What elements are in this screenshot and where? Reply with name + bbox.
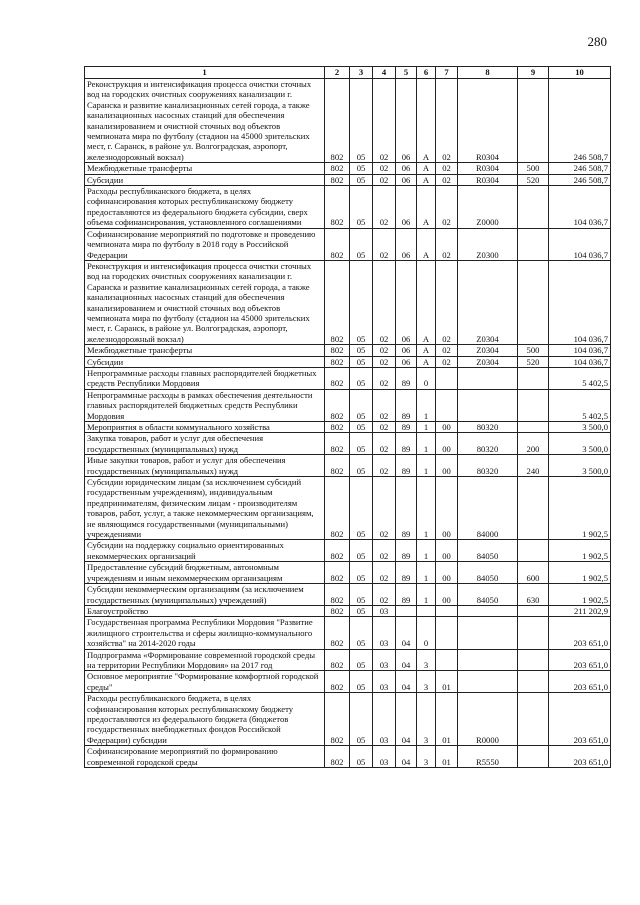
row-amount: 1 902,5 xyxy=(549,540,611,562)
row-description: Субсидии юридическим лицам (за исключением субсидий государственным учреждениям), индивидуальным предпринимателям, физическим лицам - производителям товаров, работ, услуг, а также некоммерческим организациям, не являющимся государственными (муниципальными) учреждениями xyxy=(85,477,325,540)
row-amount: 3 500,0 xyxy=(549,433,611,455)
code-ministry: 802 xyxy=(325,260,350,344)
code-expense-type xyxy=(518,260,549,344)
table-row xyxy=(85,746,611,768)
table-row xyxy=(85,455,611,477)
code-event: 02 xyxy=(436,356,458,367)
column-header: 3 xyxy=(350,67,373,79)
code-event: 02 xyxy=(436,163,458,174)
code-subsection: 03 xyxy=(373,693,396,746)
code-direction: Z0000 xyxy=(458,186,518,229)
code-section: 05 xyxy=(350,693,373,746)
row-amount: 211 202,9 xyxy=(549,605,611,616)
code-program: 89 xyxy=(396,455,417,477)
code-program: 04 xyxy=(396,746,417,768)
code-direction: R0304 xyxy=(458,79,518,163)
code-event: 01 xyxy=(436,693,458,746)
code-event: 02 xyxy=(436,174,458,185)
table-row xyxy=(85,617,611,649)
row-amount: 3 500,0 xyxy=(549,455,611,477)
code-program: 04 xyxy=(396,671,417,693)
code-section: 05 xyxy=(350,174,373,185)
code-direction xyxy=(458,617,518,649)
code-program: 04 xyxy=(396,617,417,649)
code-section: 05 xyxy=(350,584,373,606)
code-ministry: 802 xyxy=(325,477,350,540)
code-subsection: 02 xyxy=(373,433,396,455)
code-direction: Z0304 xyxy=(458,260,518,344)
code-subprogram: 1 xyxy=(417,540,436,562)
code-section: 05 xyxy=(350,433,373,455)
code-direction: 84050 xyxy=(458,562,518,584)
code-section: 05 xyxy=(350,422,373,433)
table-row xyxy=(85,356,611,367)
code-expense-type xyxy=(518,186,549,229)
code-event: 02 xyxy=(436,186,458,229)
code-program: 89 xyxy=(396,389,417,421)
column-number-row xyxy=(85,67,611,79)
row-amount: 203 651,0 xyxy=(549,649,611,671)
code-expense-type: 200 xyxy=(518,433,549,455)
code-event: 00 xyxy=(436,540,458,562)
code-subsection: 02 xyxy=(373,367,396,389)
table-row xyxy=(85,79,611,163)
code-expense-type xyxy=(518,228,549,260)
table-body xyxy=(85,79,611,768)
code-ministry: 802 xyxy=(325,649,350,671)
code-subprogram: 0 xyxy=(417,617,436,649)
code-program: 89 xyxy=(396,562,417,584)
code-direction: R0304 xyxy=(458,163,518,174)
code-program xyxy=(396,605,417,616)
code-section: 05 xyxy=(350,186,373,229)
code-subprogram: 0 xyxy=(417,367,436,389)
code-ministry: 802 xyxy=(325,617,350,649)
row-amount: 104 036,7 xyxy=(549,345,611,356)
code-subsection: 02 xyxy=(373,422,396,433)
code-subprogram: А xyxy=(417,186,436,229)
code-expense-type xyxy=(518,649,549,671)
table-row xyxy=(85,584,611,606)
code-ministry: 802 xyxy=(325,228,350,260)
code-expense-type: 500 xyxy=(518,163,549,174)
code-program: 06 xyxy=(396,228,417,260)
code-subprogram: 1 xyxy=(417,389,436,421)
code-event: 01 xyxy=(436,671,458,693)
code-subprogram: 3 xyxy=(417,746,436,768)
row-description: Подпрограмма «Формирование современной городской среды на территории Республики Мордовия» на 2017 год xyxy=(85,649,325,671)
code-ministry: 802 xyxy=(325,422,350,433)
code-ministry: 802 xyxy=(325,79,350,163)
row-amount: 104 036,7 xyxy=(549,260,611,344)
table-row xyxy=(85,345,611,356)
table-row xyxy=(85,260,611,344)
code-program: 89 xyxy=(396,584,417,606)
code-subprogram: 3 xyxy=(417,671,436,693)
code-expense-type: 630 xyxy=(518,584,549,606)
code-expense-type xyxy=(518,389,549,421)
code-ministry: 802 xyxy=(325,562,350,584)
code-ministry: 802 xyxy=(325,671,350,693)
table-row xyxy=(85,605,611,616)
code-ministry: 802 xyxy=(325,746,350,768)
row-amount: 203 651,0 xyxy=(549,746,611,768)
row-amount: 203 651,0 xyxy=(549,693,611,746)
code-direction: 84050 xyxy=(458,584,518,606)
code-event: 00 xyxy=(436,584,458,606)
code-subsection: 02 xyxy=(373,345,396,356)
code-ministry: 802 xyxy=(325,367,350,389)
code-ministry: 802 xyxy=(325,356,350,367)
code-subsection: 03 xyxy=(373,671,396,693)
row-amount: 246 508,7 xyxy=(549,79,611,163)
code-event: 02 xyxy=(436,260,458,344)
column-header: 2 xyxy=(325,67,350,79)
code-ministry: 802 xyxy=(325,540,350,562)
row-description: Иные закупки товаров, работ и услуг для обеспечения государственных (муниципальных) нужд xyxy=(85,455,325,477)
code-event xyxy=(436,605,458,616)
code-expense-type xyxy=(518,746,549,768)
column-header: 7 xyxy=(436,67,458,79)
code-event: 00 xyxy=(436,422,458,433)
row-amount: 5 402,5 xyxy=(549,367,611,389)
code-event: 00 xyxy=(436,562,458,584)
code-section: 05 xyxy=(350,617,373,649)
code-direction: R5550 xyxy=(458,746,518,768)
row-amount: 246 508,7 xyxy=(549,163,611,174)
table-row xyxy=(85,693,611,746)
row-amount: 5 402,5 xyxy=(549,389,611,421)
code-ministry: 802 xyxy=(325,389,350,421)
code-subprogram: А xyxy=(417,228,436,260)
code-subprogram xyxy=(417,605,436,616)
code-direction: 80320 xyxy=(458,455,518,477)
code-program: 89 xyxy=(396,433,417,455)
code-program: 06 xyxy=(396,356,417,367)
row-amount: 104 036,7 xyxy=(549,356,611,367)
code-subprogram: 1 xyxy=(417,433,436,455)
code-ministry: 802 xyxy=(325,433,350,455)
row-description: Государственная программа Республики Мордовия "Развитие жилищного строительства и сферы жилищно-коммунального хозяйства" на 2014-2020 годы xyxy=(85,617,325,649)
code-program: 89 xyxy=(396,367,417,389)
code-section: 05 xyxy=(350,260,373,344)
column-header: 8 xyxy=(458,67,518,79)
code-subsection: 02 xyxy=(373,356,396,367)
code-section: 05 xyxy=(350,356,373,367)
row-description: Софинансирование мероприятий по формированию современной городской среды xyxy=(85,746,325,768)
code-expense-type: 500 xyxy=(518,345,549,356)
row-description: Реконструкция и интенсификация процесса очистки сточных вод на городских очистных сооружениях канализации г. Саранска и развитие канализационных сетей города, а также канализационных насосных станций для обеспечения канализированием и очистной сточных вод объектов чемпионата мира по футболу (стадион на 45000 зрительских мест, г. Саранск, в районе ул. Волгоградская, аэропорт, железнодорожный вокзал) xyxy=(85,260,325,344)
code-section: 05 xyxy=(350,477,373,540)
code-event xyxy=(436,617,458,649)
code-subprogram: А xyxy=(417,174,436,185)
code-event: 02 xyxy=(436,79,458,163)
column-header: 1 xyxy=(85,67,325,79)
page-number: 280 xyxy=(587,34,607,49)
row-amount: 1 902,5 xyxy=(549,584,611,606)
code-event xyxy=(436,649,458,671)
code-expense-type xyxy=(518,671,549,693)
code-ministry: 802 xyxy=(325,605,350,616)
code-subsection: 02 xyxy=(373,477,396,540)
code-subsection: 02 xyxy=(373,260,396,344)
row-description: Предоставление субсидий бюджетным, автономным учреждениям и иным некоммерческим организациям xyxy=(85,562,325,584)
code-direction xyxy=(458,671,518,693)
code-program: 89 xyxy=(396,540,417,562)
code-ministry: 802 xyxy=(325,455,350,477)
code-expense-type xyxy=(518,422,549,433)
code-ministry: 802 xyxy=(325,163,350,174)
code-direction: R0304 xyxy=(458,174,518,185)
code-section: 05 xyxy=(350,562,373,584)
table-row xyxy=(85,422,611,433)
code-direction xyxy=(458,389,518,421)
table-row xyxy=(85,228,611,260)
code-subprogram: А xyxy=(417,260,436,344)
code-event xyxy=(436,367,458,389)
code-subprogram: 1 xyxy=(417,584,436,606)
code-direction: 84000 xyxy=(458,477,518,540)
code-ministry: 802 xyxy=(325,345,350,356)
row-description: Межбюджетные трансферты xyxy=(85,163,325,174)
code-direction: Z0304 xyxy=(458,356,518,367)
code-event: 02 xyxy=(436,345,458,356)
row-amount: 203 651,0 xyxy=(549,617,611,649)
code-subprogram: 1 xyxy=(417,562,436,584)
column-header: 10 xyxy=(549,67,611,79)
code-expense-type: 520 xyxy=(518,174,549,185)
row-description: Закупка товаров, работ и услуг для обеспечения государственных (муниципальных) нужд xyxy=(85,433,325,455)
code-program: 89 xyxy=(396,477,417,540)
table-row xyxy=(85,367,611,389)
code-subprogram: А xyxy=(417,163,436,174)
row-amount: 104 036,7 xyxy=(549,228,611,260)
row-description: Субсидии xyxy=(85,356,325,367)
table-row xyxy=(85,540,611,562)
code-ministry: 802 xyxy=(325,584,350,606)
column-header: 6 xyxy=(417,67,436,79)
code-expense-type xyxy=(518,605,549,616)
row-description: Благоустройство xyxy=(85,605,325,616)
code-subprogram: 3 xyxy=(417,693,436,746)
code-subsection: 02 xyxy=(373,389,396,421)
row-description: Софинансирование мероприятий по подготовке и проведению чемпионата мира по футболу в 2018 году в Российской Федерации xyxy=(85,228,325,260)
table-row xyxy=(85,562,611,584)
code-subsection: 02 xyxy=(373,228,396,260)
row-amount: 1 902,5 xyxy=(549,477,611,540)
code-subsection: 02 xyxy=(373,455,396,477)
code-expense-type: 600 xyxy=(518,562,549,584)
code-expense-type xyxy=(518,617,549,649)
code-direction: 80320 xyxy=(458,433,518,455)
column-header: 5 xyxy=(396,67,417,79)
table-row xyxy=(85,174,611,185)
row-description: Субсидии некоммерческим организациям (за исключением государственных (муниципальных) учреждений) xyxy=(85,584,325,606)
code-event: 01 xyxy=(436,746,458,768)
code-section: 05 xyxy=(350,163,373,174)
code-direction xyxy=(458,649,518,671)
code-program: 89 xyxy=(396,422,417,433)
row-description: Мероприятия в области коммунального хозяйства xyxy=(85,422,325,433)
code-subsection: 03 xyxy=(373,617,396,649)
row-description: Субсидии xyxy=(85,174,325,185)
row-description: Расходы республиканского бюджета, в целях софинансирования которых республиканскому бюджету предоставляются из федерального бюджета (бюджетов государственных внебюджетных фондов Российской Федерации) субсидии xyxy=(85,693,325,746)
code-expense-type xyxy=(518,540,549,562)
row-description: Основное мероприятие "Формирование комфортной городской среды" xyxy=(85,671,325,693)
row-amount: 203 651,0 xyxy=(549,671,611,693)
row-amount: 1 902,5 xyxy=(549,562,611,584)
code-expense-type: 520 xyxy=(518,356,549,367)
code-subsection: 02 xyxy=(373,163,396,174)
code-subsection: 02 xyxy=(373,540,396,562)
code-direction: 84050 xyxy=(458,540,518,562)
table-row xyxy=(85,649,611,671)
code-subsection: 02 xyxy=(373,79,396,163)
code-event: 00 xyxy=(436,455,458,477)
code-direction: R0000 xyxy=(458,693,518,746)
code-subprogram: А xyxy=(417,345,436,356)
code-direction: Z0304 xyxy=(458,345,518,356)
code-subprogram: 1 xyxy=(417,477,436,540)
code-section: 05 xyxy=(350,746,373,768)
code-event: 02 xyxy=(436,228,458,260)
code-subsection: 03 xyxy=(373,649,396,671)
code-program: 06 xyxy=(396,163,417,174)
code-program: 06 xyxy=(396,260,417,344)
code-subprogram: 3 xyxy=(417,649,436,671)
code-subprogram: А xyxy=(417,356,436,367)
code-program: 06 xyxy=(396,79,417,163)
column-header: 9 xyxy=(518,67,549,79)
code-subprogram: 1 xyxy=(417,455,436,477)
code-section: 05 xyxy=(350,367,373,389)
code-program: 06 xyxy=(396,174,417,185)
row-description: Расходы республиканского бюджета, в целях софинансирования которых республиканскому бюджету предоставляются из федерального бюджета субсидии, сверх объема софинансирования, установленного соглашениями xyxy=(85,186,325,229)
code-expense-type xyxy=(518,367,549,389)
code-section: 05 xyxy=(350,389,373,421)
code-program: 04 xyxy=(396,649,417,671)
code-section: 05 xyxy=(350,345,373,356)
column-header: 4 xyxy=(373,67,396,79)
row-description: Непрограммные расходы главных распорядителей бюджетных средств Республики Мордовия xyxy=(85,367,325,389)
code-subsection: 02 xyxy=(373,174,396,185)
code-program: 04 xyxy=(396,693,417,746)
code-direction: 80320 xyxy=(458,422,518,433)
code-subsection: 02 xyxy=(373,562,396,584)
code-subsection: 02 xyxy=(373,584,396,606)
row-amount: 246 508,7 xyxy=(549,174,611,185)
row-description: Непрограммные расходы в рамках обеспечения деятельности главных распорядителей бюджетных средств Республики Мордовия xyxy=(85,389,325,421)
code-event: 00 xyxy=(436,477,458,540)
table-row xyxy=(85,433,611,455)
code-subprogram: 1 xyxy=(417,422,436,433)
row-amount: 3 500,0 xyxy=(549,422,611,433)
code-section: 05 xyxy=(350,540,373,562)
code-expense-type xyxy=(518,79,549,163)
code-subsection: 03 xyxy=(373,605,396,616)
code-section: 05 xyxy=(350,671,373,693)
code-ministry: 802 xyxy=(325,174,350,185)
row-description: Межбюджетные трансферты xyxy=(85,345,325,356)
code-section: 05 xyxy=(350,605,373,616)
budget-table xyxy=(84,66,611,768)
code-section: 05 xyxy=(350,79,373,163)
code-direction xyxy=(458,605,518,616)
row-description: Реконструкция и интенсификация процесса очистки сточных вод на городских очистных сооружениях канализации г. Саранска и развитие канализационных сетей города, а также канализационных насосных станций для обеспечения канализированием и очистной сточных вод объектов чемпионата мира по футболу (стадион на 45000 зрительских мест, г. Саранск, в районе ул. Волгоградская, аэропорт, железнодорожный вокзал) xyxy=(85,79,325,163)
code-event xyxy=(436,389,458,421)
table-row xyxy=(85,163,611,174)
code-program: 06 xyxy=(396,345,417,356)
code-subsection: 03 xyxy=(373,746,396,768)
row-description: Субсидии на поддержку социально ориентированных некоммерческих организаций xyxy=(85,540,325,562)
row-amount: 104 036,7 xyxy=(549,186,611,229)
code-section: 05 xyxy=(350,649,373,671)
code-ministry: 802 xyxy=(325,186,350,229)
table-row xyxy=(85,671,611,693)
code-ministry: 802 xyxy=(325,693,350,746)
code-expense-type xyxy=(518,693,549,746)
table-row xyxy=(85,389,611,421)
code-section: 05 xyxy=(350,455,373,477)
table-row xyxy=(85,186,611,229)
code-direction: Z0300 xyxy=(458,228,518,260)
code-subprogram: А xyxy=(417,79,436,163)
code-direction xyxy=(458,367,518,389)
code-expense-type: 240 xyxy=(518,455,549,477)
code-section: 05 xyxy=(350,228,373,260)
table-row xyxy=(85,477,611,540)
code-expense-type xyxy=(518,477,549,540)
code-subsection: 02 xyxy=(373,186,396,229)
code-event: 00 xyxy=(436,433,458,455)
code-program: 06 xyxy=(396,186,417,229)
